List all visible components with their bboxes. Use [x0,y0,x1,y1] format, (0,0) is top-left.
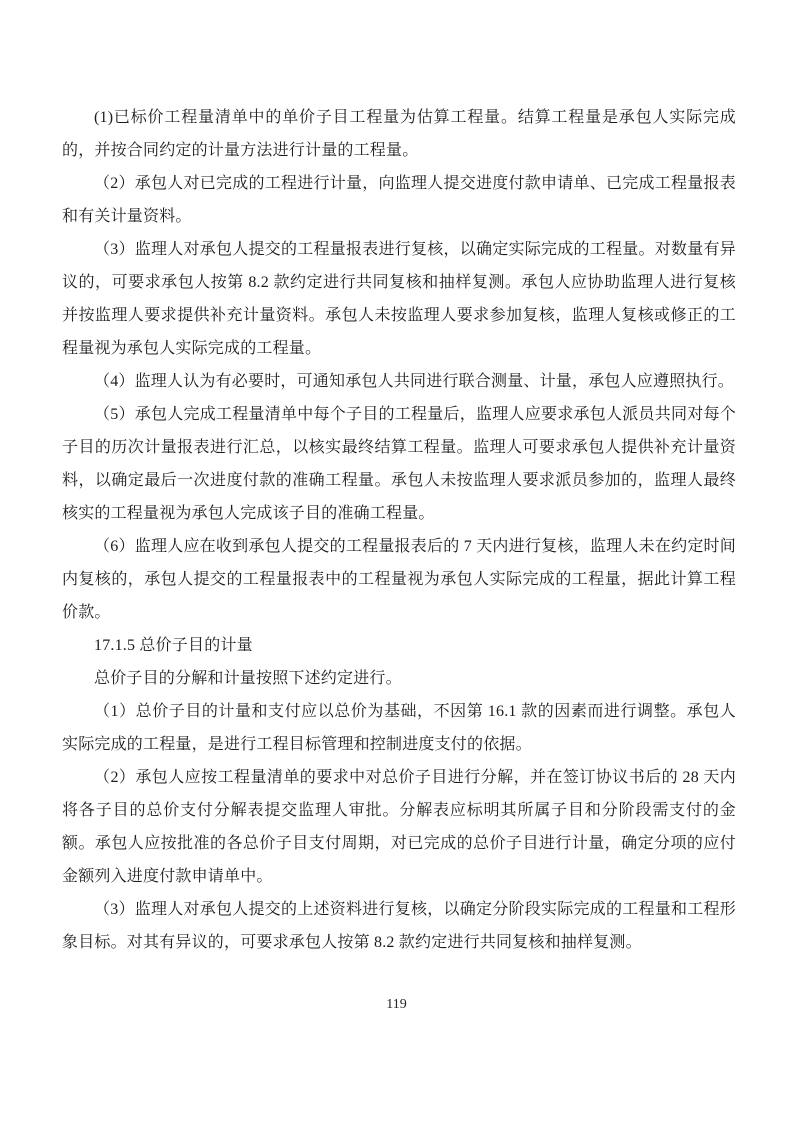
paragraph: （2）承包人应按工程量清单的要求中对总价子目进行分解，并在签订协议书后的 28 天内将各子目的总价支付分解表提交监理人审批。分解表应标明其所属子目和分阶段需支付的金额。承包人应按批准的各总价子目支付周期，对已完成的总价子目进行计量，确定分项的应付金额列入进度付款申请单中。 [62,769,736,885]
paragraph: （3）监理人对承包人提交的上述资料进行复核，以确定分阶段实际完成的工程量和工程形象目标。对其有异议的，可要求承包人按第 8.2 款约定进行共同复核和抽样复测。 [62,901,736,951]
paragraph: （6）监理人应在收到承包人提交的工程量报表后的 7 天内进行复核，监理人未在约定时间内复核的，承包人提交的工程量报表中的工程量视为承包人实际完成的工程量，据此计算工程价款。 [62,538,736,621]
document-body [62,101,736,959]
paragraph: （1）总价子目的计量和支付应以总价为基础，不因第 16.1 款的因素而进行调整。承包人实际完成的工程量，是进行工程目标管理和控制进度支付的依据。 [62,703,736,753]
section-heading: 17.1.5 总价子目的计量 [94,637,253,654]
paragraph: 总价子目的分解和计量按照下述约定进行。 [94,670,402,687]
paragraph: （4）监理人认为有必要时，可通知承包人共同进行联合测量、计量，承包人应遵照执行。 [94,373,735,390]
paragraph: （3）监理人对承包人提交的工程量报表进行复核，以确定实际完成的工程量。对数量有异议的，可要求承包人按第 8.2 款约定进行共同复核和抽样复测。承包人应协助监理人进行复核并按监理人要求提供补充计量资料。承包人未按监理人要求参加复核，监理人复核或修正的工程量视为承包人实际完成的工程量。 [62,241,736,357]
page-number: 119 [386,997,407,1012]
paragraph: （5）承包人完成工程量清单中每个子目的工程量后，监理人应要求承包人派员共同对每个子目的历次计量报表进行汇总，以核实最终结算工程量。监理人可要求承包人提供补充计量资料，以确定最后一次进度付款的准确工程量。承包人未按监理人要求派员参加的，监理人最终核实的工程量视为承包人完成该子目的准确工程量。 [62,406,736,522]
paragraph: （2）承包人对已完成的工程进行计量，向监理人提交进度付款申请单、已完成工程量报表和有关计量资料。 [62,175,736,225]
paragraph: (1)已标价工程量清单中的单价子目工程量为估算工程量。结算工程量是承包人实际完成的，并按合同约定的计量方法进行计量的工程量。 [62,109,736,159]
